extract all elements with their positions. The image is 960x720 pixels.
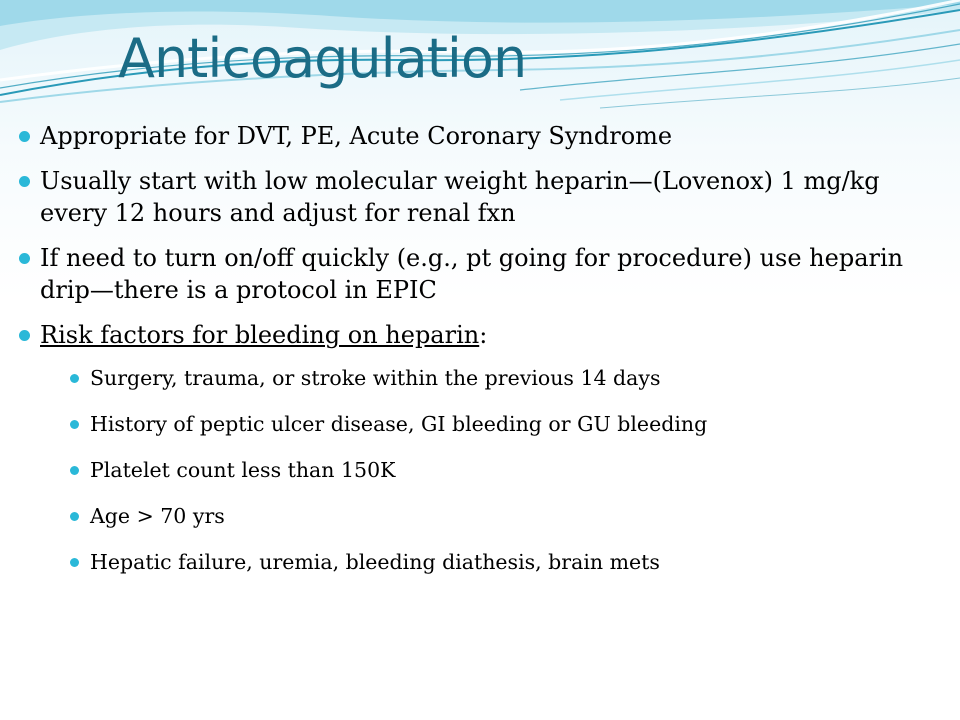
bullet-item: Usually start with low molecular weight heparin—(Lovenox) 1 mg/kg every 12 hours and adjust for renal fxn bbox=[18, 165, 948, 229]
bullet-item-risk bbox=[18, 319, 948, 575]
risk-factor-list bbox=[70, 365, 948, 575]
bullet-list bbox=[18, 120, 948, 575]
risk-factor-item: Age > 70 yrs bbox=[70, 503, 948, 529]
risk-factor-item: History of peptic ulcer disease, GI bleeding or GU bleeding bbox=[70, 411, 948, 437]
slide-body bbox=[18, 120, 948, 595]
risk-factor-item: Surgery, trauma, or stroke within the previous 14 days bbox=[70, 365, 948, 391]
risk-heading: Risk factors for bleeding on heparin bbox=[40, 321, 480, 349]
bullet-item: If need to turn on/off quickly (e.g., pt going for procedure) use heparin drip—there is a protocol in EPIC bbox=[18, 242, 948, 306]
slide-title: Anticoagulation bbox=[118, 27, 527, 90]
risk-factor-item: Hepatic failure, uremia, bleeding diathesis, brain mets bbox=[70, 549, 948, 575]
risk-factor-item: Platelet count less than 150K bbox=[70, 457, 948, 483]
risk-heading-colon: : bbox=[479, 321, 488, 349]
bullet-item: Appropriate for DVT, PE, Acute Coronary Syndrome bbox=[18, 120, 948, 152]
